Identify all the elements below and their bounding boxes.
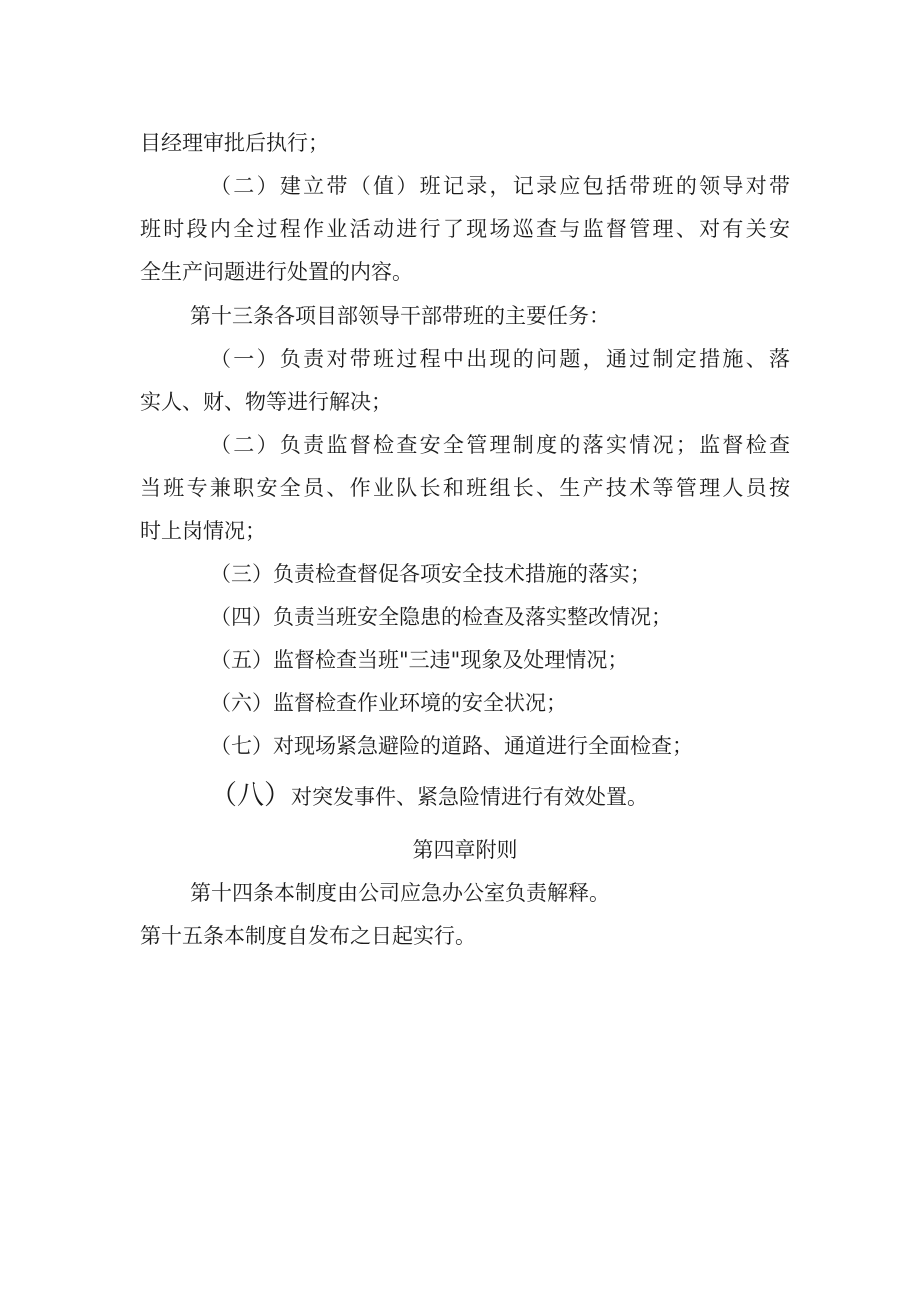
item-5: （五）监督检查当班"三违"现象及处理情况；	[210, 648, 629, 672]
item-1-line-1: （一）负责对带班过程中出现的问题，通过制定措施、落	[210, 347, 790, 371]
para-line-2: （二）建立带（值）班记录，记录应包括带班的领导对带	[210, 174, 790, 198]
item-8	[210, 778, 790, 814]
article-14: 第十四条本制度由公司应急办公室负责解释。	[190, 881, 610, 905]
para-line-3: 班时段内全过程作业活动进行了现场巡查与监督管理、对有关安	[140, 217, 790, 241]
item-4: （四）负责当班安全隐患的检查及落实整改情况；	[210, 605, 672, 629]
item-8-text: 对突发事件、紧急险情进行有效处置。	[291, 785, 648, 809]
chapter-4-heading: 第四章附则	[412, 838, 518, 862]
item-7: （七）对现场紧急避险的道路、通道进行全面检查；	[210, 734, 693, 758]
article-15: 第十五条本制度自发布之日起实行。	[140, 924, 476, 948]
item-3: （三）负责检查督促各项安全技术措施的落实；	[210, 562, 651, 586]
item-8-marker: （八）	[210, 780, 291, 811]
item-2-line-1: （二）负责监督检查安全管理制度的落实情况；监督检查	[210, 433, 790, 457]
item-2-line-2: 当班专兼职安全员、作业队长和班组长、生产技术等管理人员按	[140, 476, 790, 500]
para-line-1: 目经理审批后执行；	[140, 131, 329, 155]
para-line-4: 全生产问题进行处置的内容。	[140, 260, 413, 284]
article-13-heading: 第十三条各项目部领导干部带班的主要任务：	[190, 304, 610, 328]
item-2-line-3: 时上岗情况；	[140, 519, 266, 543]
item-1-line-2: 实人、财、物等进行解决；	[140, 390, 392, 414]
item-6: （六）监督检查作业环境的安全状况；	[210, 691, 567, 715]
